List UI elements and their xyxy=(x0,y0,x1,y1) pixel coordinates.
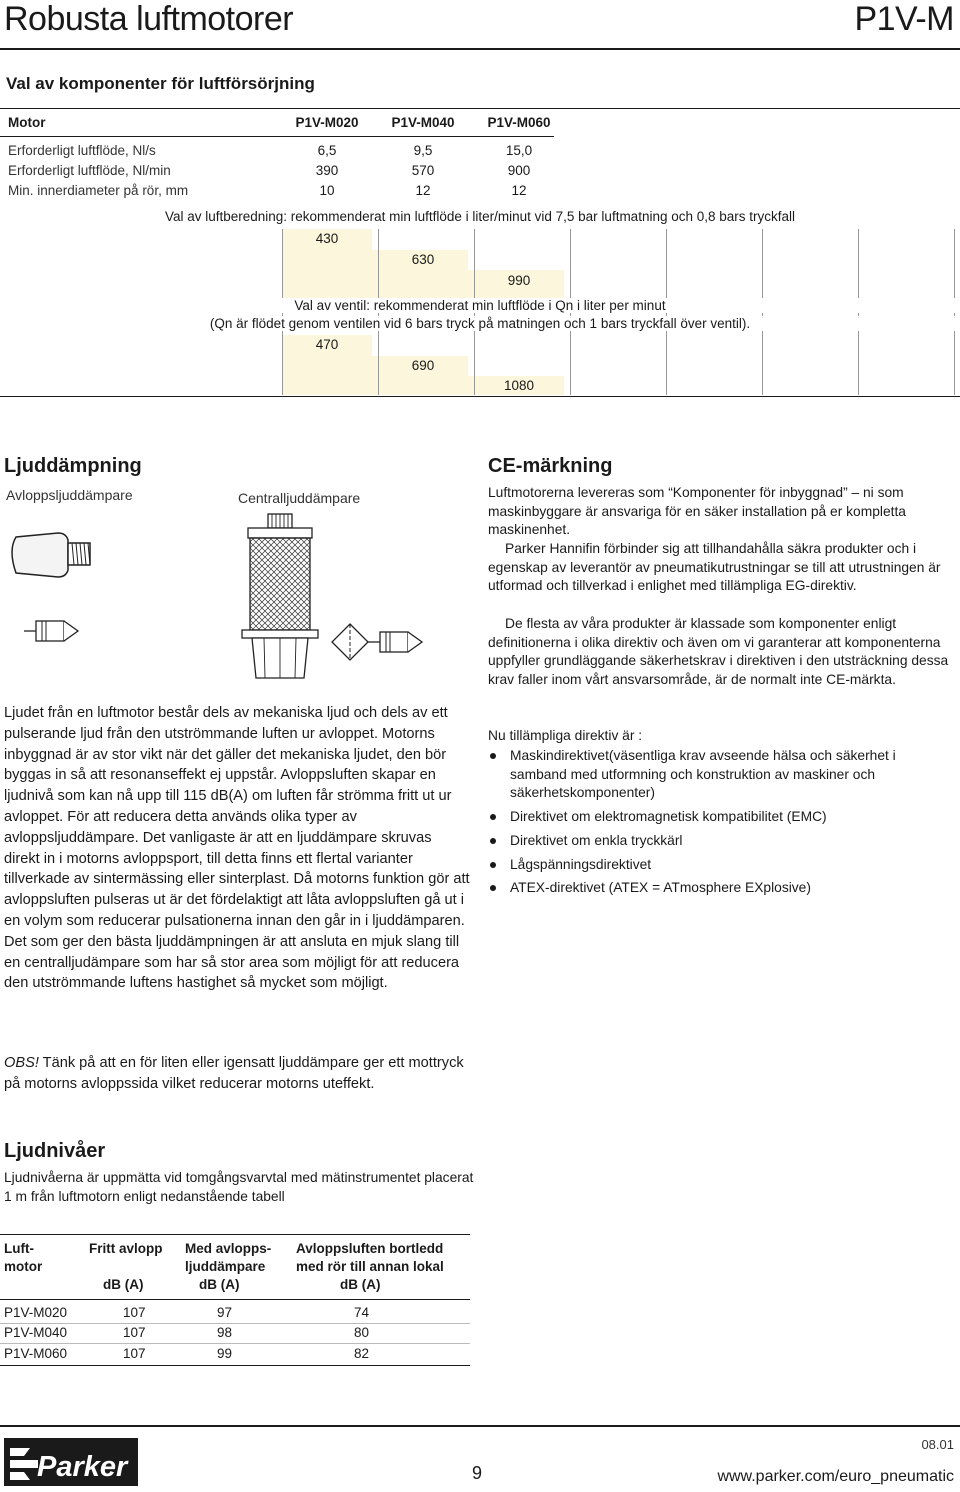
levels-row-motor: P1V-M020 xyxy=(4,1305,68,1320)
levels-row-motor: P1V-M060 xyxy=(4,1346,68,1361)
row-label-nlmin: Erforderligt luftflöde, Nl/min xyxy=(8,163,171,178)
levels-col-motor-b: motor xyxy=(4,1259,43,1274)
valve-caption-1: Val av ventil: rekommenderat min luftflöde i Qn i liter per minut xyxy=(0,298,960,313)
row-rule xyxy=(0,1343,470,1344)
row-label-diam: Min. innerdiameter på rör, mm xyxy=(8,183,189,198)
issue-date: 08.01 xyxy=(921,1437,954,1452)
supply-section-title: Val av komponenter för luftförsörjning xyxy=(6,74,315,93)
product-code: P1V-M xyxy=(854,0,954,38)
prep-value-m040: 630 xyxy=(411,252,435,267)
levels-col-free-unit: dB (A) xyxy=(103,1277,144,1292)
col-m020: P1V-M020 xyxy=(295,115,359,130)
valve-value-m020: 470 xyxy=(315,337,339,352)
levels-col-silencer-a: Med avlopps- xyxy=(185,1241,272,1256)
cell: 9,5 xyxy=(413,143,433,158)
list-item: Direktivet om elektromagnetisk kompatibilitet (EMC) xyxy=(488,808,952,827)
prep-value-m060: 990 xyxy=(507,273,531,288)
row-label-nls: Erforderligt luftflöde, Nl/s xyxy=(8,143,156,158)
prep-caption: Val av luftberedning: rekommenderat min luftflöde i liter/minut vid 7,5 bar luftmatning och 0,8 bars tryckfall xyxy=(0,209,960,224)
levels-rule-top xyxy=(0,1234,470,1235)
damping-title: Ljuddämpning xyxy=(4,455,142,477)
cell: 107 xyxy=(123,1346,146,1361)
cell: 74 xyxy=(354,1305,370,1320)
levels-col-piped-unit: dB (A) xyxy=(340,1277,381,1292)
obs-label: OBS! xyxy=(4,1055,39,1071)
valve-caption-2: (Qn är flödet genom ventilen vid 6 bars tryck på matningen och 1 bars tryckfall över ventil). xyxy=(0,316,960,331)
central-silencer-symbol xyxy=(330,622,426,662)
ce-directive-list xyxy=(488,747,952,903)
cell: 390 xyxy=(315,163,339,178)
levels-col-piped-a: Avloppsluften bortledd xyxy=(296,1241,444,1256)
central-silencer-illustration xyxy=(238,512,322,682)
list-item: Maskindirektivet(väsentliga krav avseende hälsa och säkerhet i samband med utformning och konstruktion av maskiner och säkerhetskomponenter) xyxy=(488,747,952,803)
central-silencer-label: Centralljuddämpare xyxy=(238,490,361,506)
cell: 15,0 xyxy=(505,143,533,158)
cell: 98 xyxy=(217,1325,233,1340)
header-rule xyxy=(0,48,960,50)
supply-rule-top xyxy=(0,108,960,109)
outlet-silencer-label: Avloppsljuddämpare xyxy=(6,487,133,503)
parker-logo xyxy=(4,1438,138,1486)
supply-header-rule xyxy=(0,136,554,137)
cell: 107 xyxy=(123,1305,146,1320)
levels-col-free: Fritt avlopp xyxy=(89,1241,163,1256)
valve-value-m040: 690 xyxy=(411,358,435,373)
cell: 99 xyxy=(217,1346,233,1361)
list-item: Lågspänningsdirektivet xyxy=(488,856,952,875)
valve-value-m060: 1080 xyxy=(503,378,535,393)
damping-body: Ljudet från en luftmotor består dels av mekaniska ljud och dels av ett pulserande ljud från den utströmmande luften ur avloppet. Motorns inbyggnad är av stor vikt när det gäller det mekaniska ljudet, den bör byggas in så att resonanseffekt ej uppstår. Avloppsluften skapar en ljudnivå som kan nå upp till 115 dB(A) om luften får strömma fritt ut ur avloppet. För att reducera detta används olika typer av avloppsljuddämpare. Det vanligaste är att en ljuddämpare skruvas direkt in i motorns avloppsport, till detta finns ett flertal varianter tillverkade av sintermässing eller sinterplast. Då motorns funktion gör att avloppsluften pulseras ut är det fördelaktigt att låta avloppsluften gå ut i en volym som reducerar pulsationerna innan den går in i ljuddämparen. Det som ger den bästa ljuddämpningen är att ansluta en mjuk slang till en centralljudämpare som har så stor area som möjligt för att reducera den utströmmande luftens hastighet så mycket som möjligt. xyxy=(4,705,470,992)
ce-paragraph-4: Nu tillämpliga direktiv är : xyxy=(488,728,643,743)
ce-paragraph-3: De flesta av våra produkter är klassade som komponenter enligt definitionerna i olika direktiv och även om vi garanterar att komponenterna uppfyller grundläggande säkerhetskrav i direktiven i den utsträckning dessa krav faller inom vårt ansvarsområde, är de normalt inte CE-märkta. xyxy=(488,616,949,688)
row-rule xyxy=(0,1323,470,1324)
levels-intro: Ljudnivåerna är uppmätta vid tomgångsvarvtal med mätinstrumentet placerat 1 m från luftmotorn enligt nedanstående tabell xyxy=(4,1170,474,1204)
cell: 10 xyxy=(319,183,335,198)
levels-header-rule xyxy=(0,1299,470,1300)
levels-row-motor: P1V-M040 xyxy=(4,1325,68,1340)
cell: 107 xyxy=(123,1325,146,1340)
levels-rule-bottom xyxy=(0,1365,470,1366)
col-motor: Motor xyxy=(8,115,46,130)
levels-col-silencer-unit: dB (A) xyxy=(199,1277,240,1292)
outlet-silencer-symbol xyxy=(24,615,84,647)
cell: 82 xyxy=(354,1346,370,1361)
cell: 97 xyxy=(217,1305,233,1320)
list-item: ATEX-direktivet (ATEX = ATmosphere EXplosive) xyxy=(488,879,952,898)
levels-title: Ljudnivåer xyxy=(4,1140,106,1162)
cell: 80 xyxy=(354,1325,370,1340)
levels-col-piped-b: med rör till annan lokal xyxy=(296,1259,444,1274)
cell: 6,5 xyxy=(317,143,337,158)
ce-title: CE-märkning xyxy=(488,455,613,477)
page-number: 9 xyxy=(472,1463,483,1483)
website-url: www.parker.com/euro_pneumatic xyxy=(717,1468,954,1485)
page-title: Robusta luftmotorer xyxy=(4,0,294,38)
obs-text: Tänk på att en för liten eller igensatt ljuddämpare ger ett mottryck på motorns avloppssida vilket reducerar motorns uteffekt. xyxy=(4,1055,464,1092)
footer-rule xyxy=(0,1425,960,1427)
outlet-silencer-illustration xyxy=(8,515,100,585)
col-m040: P1V-M040 xyxy=(391,115,455,130)
cell: 12 xyxy=(415,183,431,198)
col-m060: P1V-M060 xyxy=(487,115,551,130)
levels-col-silencer-b: ljuddämpare xyxy=(185,1259,266,1274)
prep-value-m020: 430 xyxy=(315,231,339,246)
cell: 570 xyxy=(411,163,435,178)
list-item: Direktivet om enkla tryckkärl xyxy=(488,832,952,851)
cell: 900 xyxy=(507,163,531,178)
obs-note xyxy=(4,1053,470,1095)
levels-col-motor-a: Luft- xyxy=(4,1241,34,1256)
logo-wordmark: Parker xyxy=(37,1451,128,1483)
supply-rule-bottom xyxy=(0,396,960,397)
cell: 12 xyxy=(511,183,527,198)
ce-paragraph-2: Parker Hannifin förbinder sig att tillhandahålla säkra produkter och i egenskap av leverantör av pneumatikutrustningar se till att utrustningen är utformad och tillverkad i enlighet med tillämpliga EG-direktiv. xyxy=(488,541,941,594)
ce-paragraph-1: Luftmotorerna levereras som “Komponenter för inbyggnad” – ni som maskinbyggare är ansvariga för en säker installation på er kompletta maskinenhet. xyxy=(488,485,906,538)
